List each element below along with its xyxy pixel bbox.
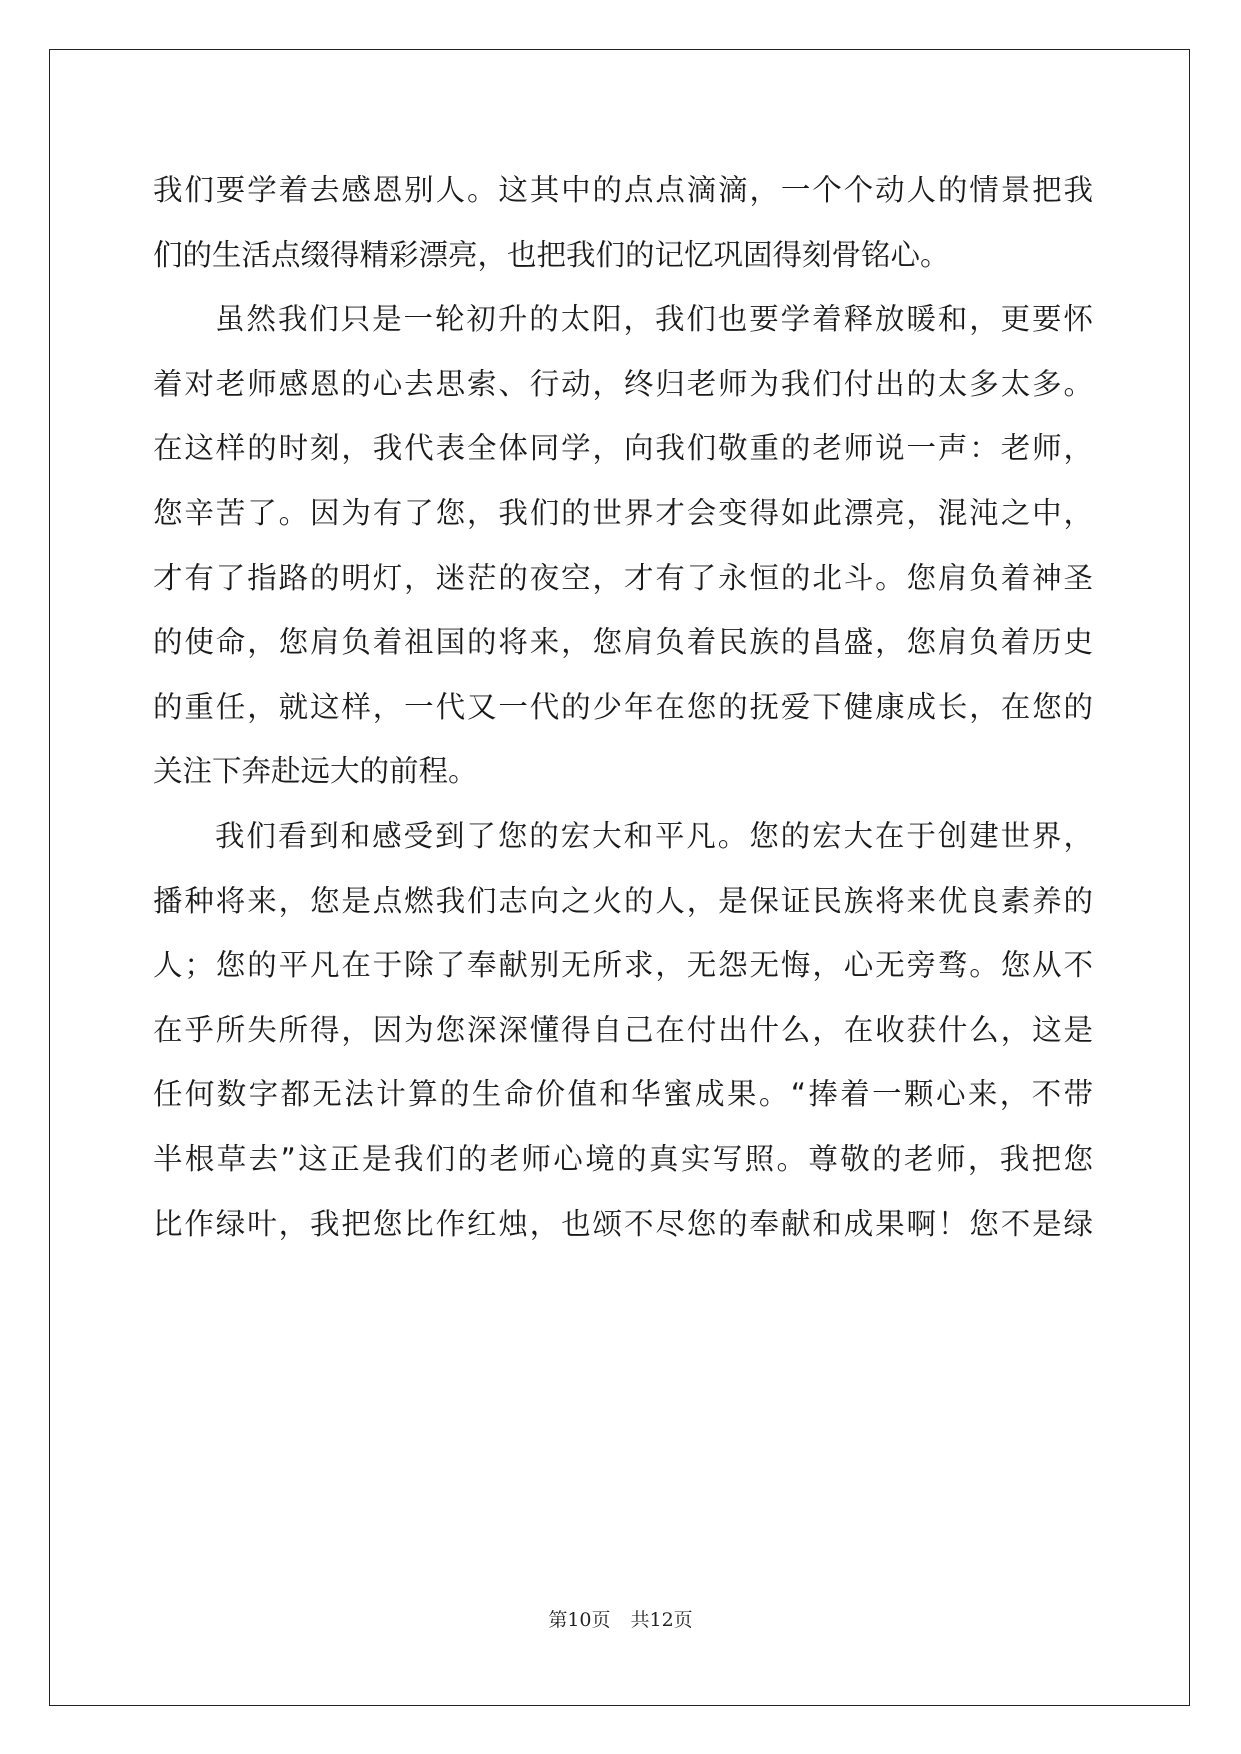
text-line: 比作绿叶，我把您比作红烛，也颂不尽您的奉献和成果啊！您不是绿 — [153, 1206, 1093, 1241]
text-line: 半根草去”这正是我们的老师心境的真实写照。尊敬的老师，我把您 — [153, 1141, 1093, 1176]
text-line: 们的生活点缀得精彩漂亮，也把我们的记忆巩固得刻骨铭心。 — [153, 237, 950, 272]
text-line: 关注下奔赴远大的前程。 — [153, 754, 478, 789]
text-line: 在乎所失所得，因为您深深懂得自己在付出什么，在收获什么，这是 — [153, 1012, 1093, 1047]
page-total: 共12页 — [630, 1609, 693, 1631]
text-line: 虽然我们只是一轮初升的太阳，我们也要学着释放暖和，更要怀 — [215, 302, 1093, 337]
text-line: 任何数字都无法计算的生命价值和华蜜成果。“捧着一颗心来，不带 — [153, 1077, 1093, 1112]
text-line: 人；您的平凡在于除了奉献别无所求，无怨无悔，心无旁骛。您从不 — [153, 948, 1093, 983]
text-line: 您辛苦了。因为有了您，我们的世界才会变得如此漂亮，混沌之中， — [153, 495, 1093, 530]
page-footer — [0, 1608, 1241, 1632]
document-body — [153, 158, 1093, 1256]
text-line: 才有了指路的明灯，迷茫的夜空，才有了永恒的北斗。您肩负着神圣 — [153, 560, 1093, 595]
text-line: 播种将来，您是点燃我们志向之火的人，是保证民族将来优良素养的 — [153, 883, 1093, 918]
text-line: 我们看到和感受到了您的宏大和平凡。您的宏大在于创建世界， — [215, 818, 1093, 853]
text-line: 的使命，您肩负着祖国的将来，您肩负着民族的昌盛，您肩负着历史 — [153, 625, 1093, 660]
text-line: 的重任，就这样，一代又一代的少年在您的抚爱下健康成长，在您的 — [153, 689, 1093, 724]
text-line: 在这样的时刻，我代表全体同学，向我们敬重的老师说一声：老师， — [153, 431, 1093, 466]
text-line: 我们要学着去感恩别人。这其中的点点滴滴，一个个动人的情景把我 — [153, 173, 1093, 207]
text-line: 着对老师感恩的心去思索、行动，终归老师为我们付出的太多太多。 — [153, 366, 1093, 401]
page-number: 第10页 — [548, 1609, 611, 1631]
